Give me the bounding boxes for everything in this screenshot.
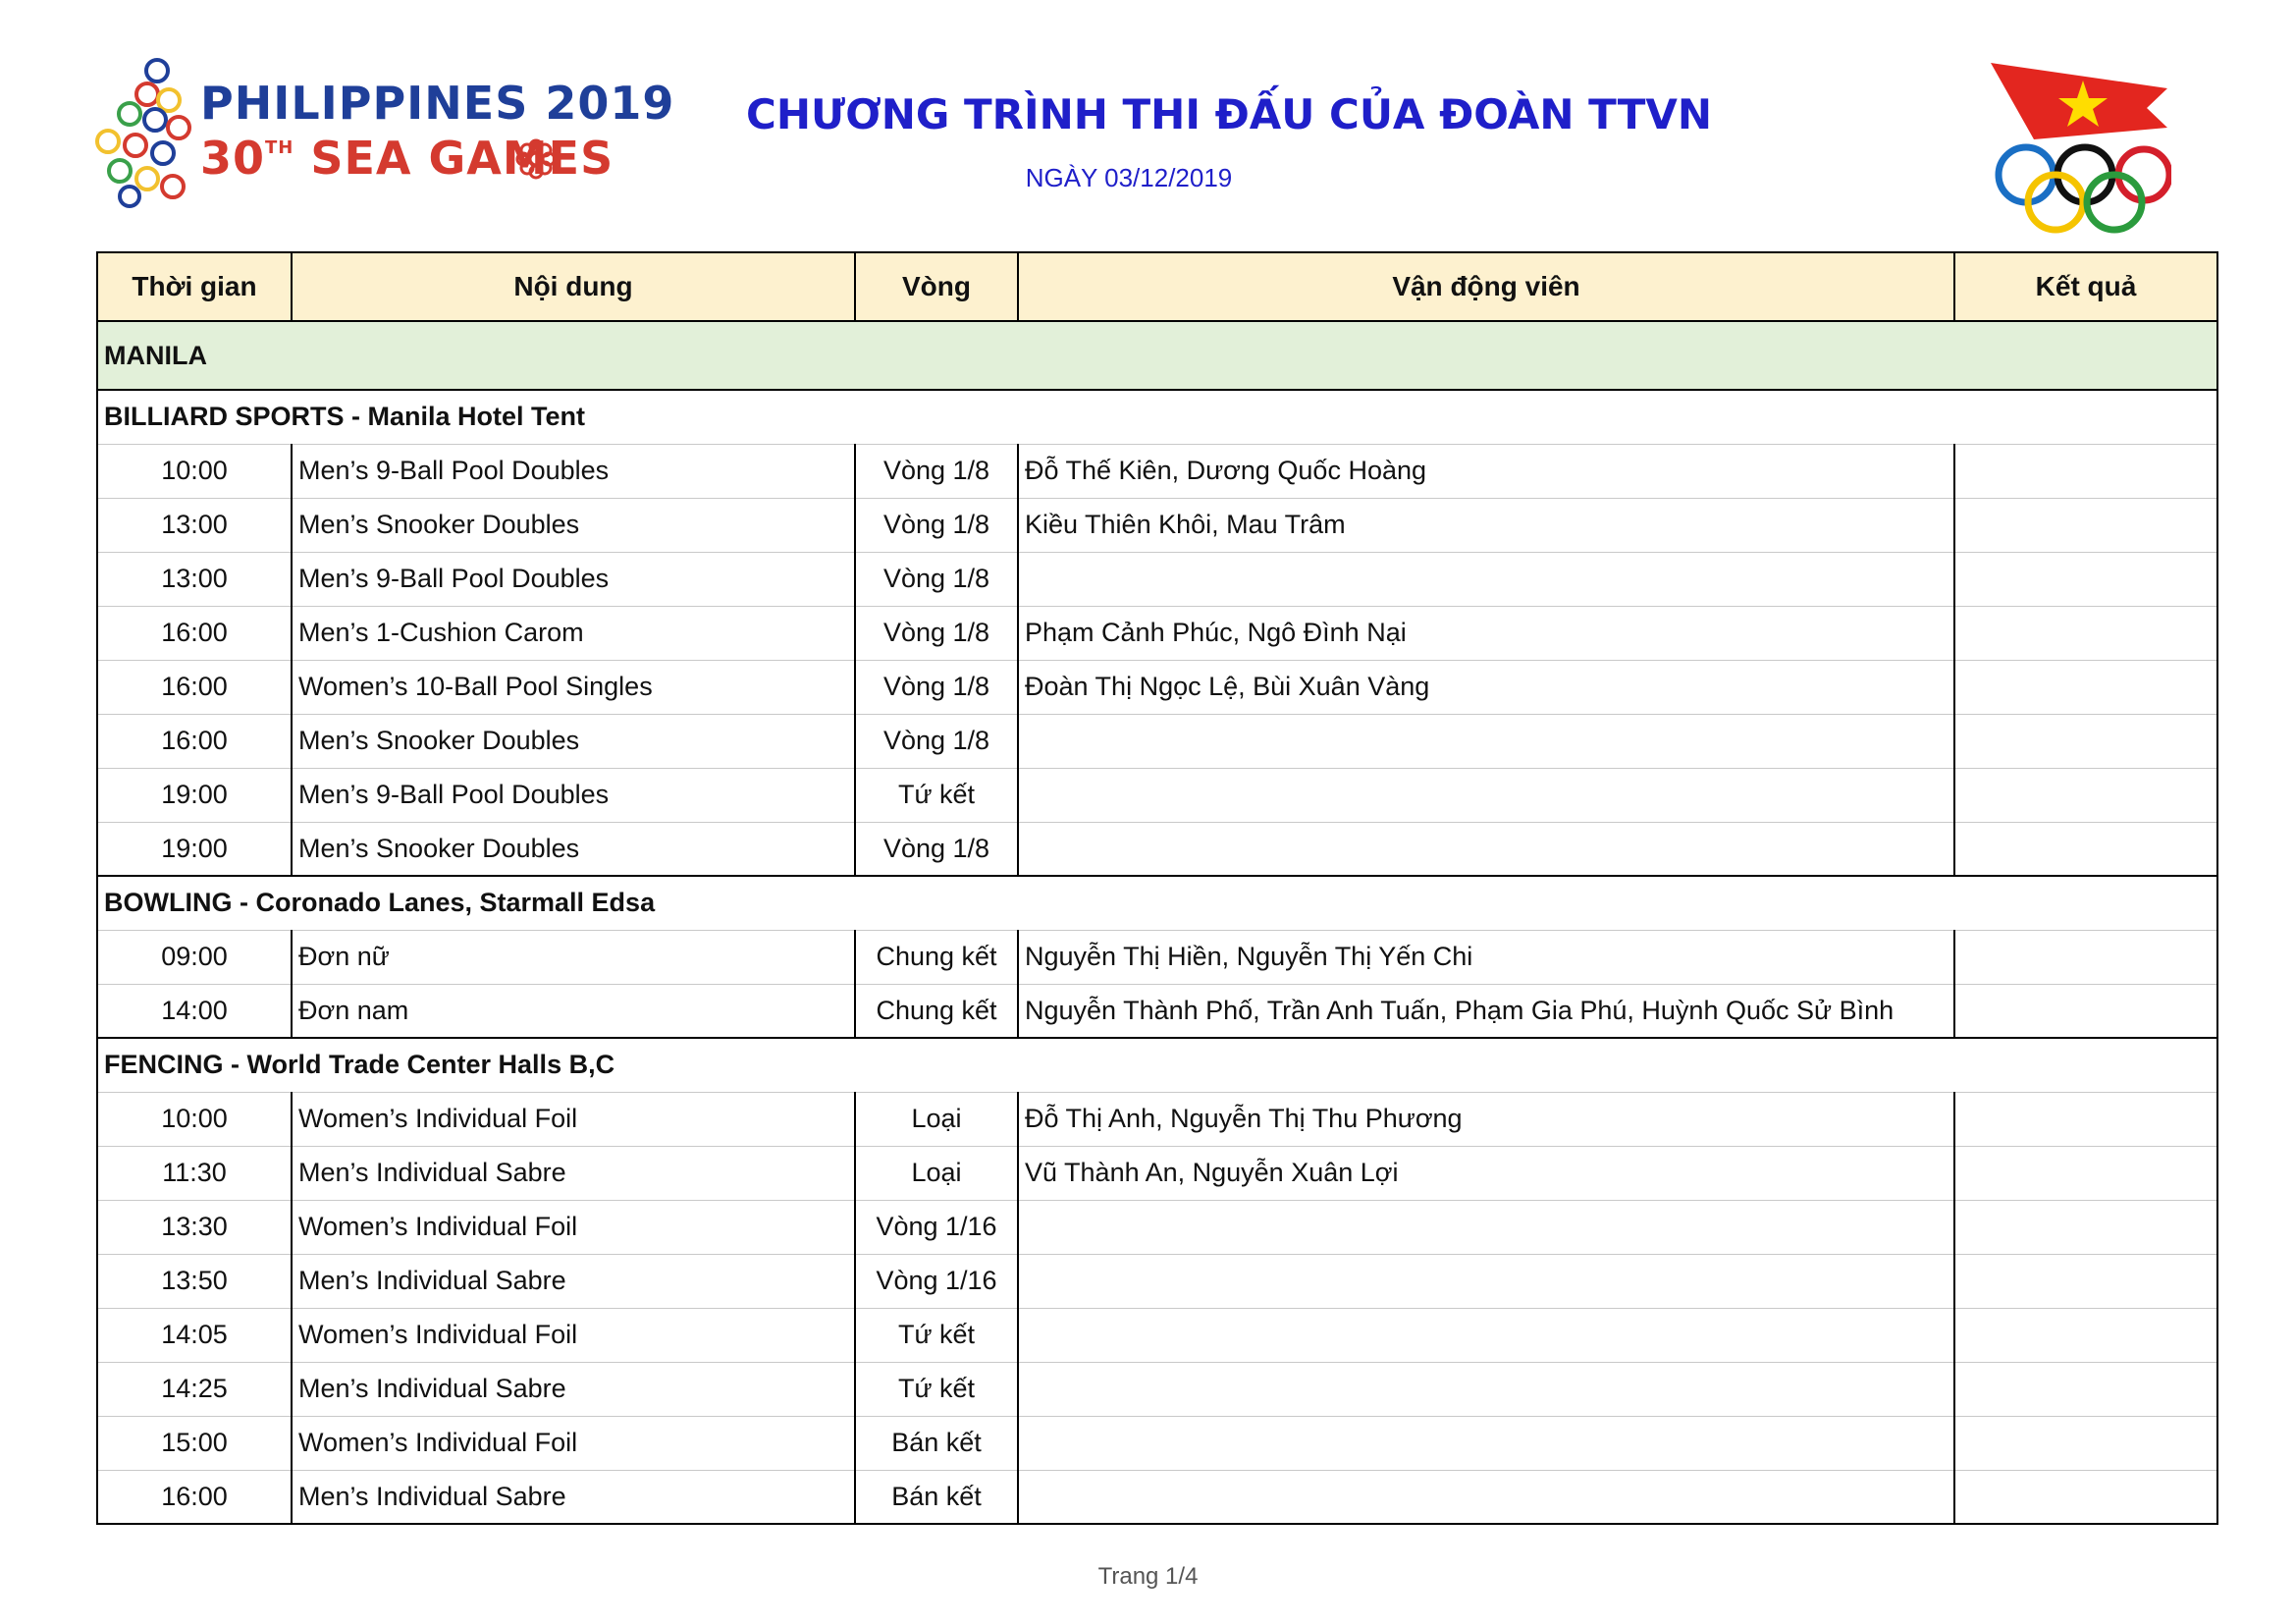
table-row xyxy=(97,660,2217,714)
cell-athletes: Đỗ Thế Kiên, Dương Quốc Hoàng xyxy=(1018,444,1954,498)
cell-round: Loại xyxy=(855,1092,1018,1146)
section-title: FENCING - World Trade Center Halls B,C xyxy=(97,1038,2217,1092)
cell-round: Tứ kết xyxy=(855,1362,1018,1416)
cell-time: 14:05 xyxy=(97,1308,292,1362)
table-row xyxy=(97,1470,2217,1524)
section-row xyxy=(97,1038,2217,1092)
cell-result xyxy=(1954,660,2217,714)
page-title: CHƯƠNG TRÌNH THI ĐẤU CỦA ĐOÀN TTVN xyxy=(746,90,1713,138)
cell-event: Women’s Individual Foil xyxy=(292,1308,855,1362)
cell-athletes xyxy=(1018,768,1954,822)
cell-result xyxy=(1954,714,2217,768)
cell-round: Vòng 1/8 xyxy=(855,660,1018,714)
table-row xyxy=(97,984,2217,1038)
venue-row xyxy=(97,321,2217,390)
cell-time: 19:00 xyxy=(97,822,292,876)
cell-round: Vòng 1/8 xyxy=(855,606,1018,660)
cell-athletes: Kiều Thiên Khôi, Mau Trâm xyxy=(1018,498,1954,552)
column-header-athletes: Vận động viên xyxy=(1018,252,1954,321)
sea-games-rings-icon xyxy=(90,57,198,214)
cell-event: Đơn nữ xyxy=(292,930,855,984)
cell-result xyxy=(1954,768,2217,822)
table-row xyxy=(97,606,2217,660)
cell-time: 16:00 xyxy=(97,1470,292,1524)
cell-time: 16:00 xyxy=(97,714,292,768)
cell-athletes: Đỗ Thị Anh, Nguyễn Thị Thu Phương xyxy=(1018,1092,1954,1146)
cell-event: Men’s Individual Sabre xyxy=(292,1470,855,1524)
table-row xyxy=(97,498,2217,552)
column-header-round: Vòng xyxy=(855,252,1018,321)
table-row xyxy=(97,768,2217,822)
table-row xyxy=(97,1200,2217,1254)
schedule-body xyxy=(97,321,2217,1524)
page-date: NGÀY 03/12/2019 xyxy=(1025,163,1233,192)
table-row xyxy=(97,822,2217,876)
cell-round: Chung kết xyxy=(855,930,1018,984)
cell-athletes xyxy=(1018,822,1954,876)
cell-result xyxy=(1954,822,2217,876)
cell-event: Men’s Individual Sabre xyxy=(292,1362,855,1416)
cell-result xyxy=(1954,1308,2217,1362)
cell-time: 19:00 xyxy=(97,768,292,822)
cell-time: 14:00 xyxy=(97,984,292,1038)
cell-time: 13:00 xyxy=(97,552,292,606)
cell-result xyxy=(1954,1416,2217,1470)
cell-athletes: Đoàn Thị Ngọc Lệ, Bùi Xuân Vàng xyxy=(1018,660,1954,714)
cell-athletes xyxy=(1018,1200,1954,1254)
column-header-result: Kết quả xyxy=(1954,252,2217,321)
cell-event: Women’s Individual Foil xyxy=(292,1200,855,1254)
table-row xyxy=(97,1416,2217,1470)
cell-time: 09:00 xyxy=(97,930,292,984)
cell-event: Men’s 9-Ball Pool Doubles xyxy=(292,444,855,498)
cell-round: Vòng 1/8 xyxy=(855,552,1018,606)
cell-result xyxy=(1954,1362,2217,1416)
cell-round: Vòng 1/8 xyxy=(855,498,1018,552)
cell-time: 10:00 xyxy=(97,1092,292,1146)
cell-time: 13:30 xyxy=(97,1200,292,1254)
cell-time: 15:00 xyxy=(97,1416,292,1470)
cell-round: Bán kết xyxy=(855,1470,1018,1524)
section-title: BILLIARD SPORTS - Manila Hotel Tent xyxy=(97,390,2217,444)
table-row xyxy=(97,1146,2217,1200)
cell-round: Vòng 1/8 xyxy=(855,444,1018,498)
cell-event: Men’s Snooker Doubles xyxy=(292,822,855,876)
cell-round: Tứ kết xyxy=(855,1308,1018,1362)
cell-result xyxy=(1954,444,2217,498)
table-row xyxy=(97,1092,2217,1146)
cell-round: Chung kết xyxy=(855,984,1018,1038)
page-number: Trang 1/4 xyxy=(1097,1563,1199,1590)
cell-result xyxy=(1954,930,2217,984)
cell-athletes: Nguyễn Thị Hiền, Nguyễn Thị Yến Chi xyxy=(1018,930,1954,984)
cell-athletes xyxy=(1018,552,1954,606)
cell-time: 16:00 xyxy=(97,606,292,660)
cell-athletes: Nguyễn Thành Phố, Trần Anh Tuấn, Phạm Gia Phú, Huỳnh Quốc Sử Bình xyxy=(1018,984,1954,1038)
cell-athletes xyxy=(1018,1308,1954,1362)
cell-time: 13:00 xyxy=(97,498,292,552)
cell-time: 16:00 xyxy=(97,660,292,714)
cell-athletes xyxy=(1018,1416,1954,1470)
cell-result xyxy=(1954,498,2217,552)
cell-event: Women’s 10-Ball Pool Singles xyxy=(292,660,855,714)
table-row xyxy=(97,930,2217,984)
table-row xyxy=(97,552,2217,606)
cell-round: Vòng 1/16 xyxy=(855,1200,1018,1254)
cell-event: Đơn nam xyxy=(292,984,855,1038)
section-row xyxy=(97,390,2217,444)
cell-result xyxy=(1954,1092,2217,1146)
cell-time: 13:50 xyxy=(97,1254,292,1308)
table-row xyxy=(97,444,2217,498)
cell-athletes xyxy=(1018,714,1954,768)
cell-round: Vòng 1/8 xyxy=(855,822,1018,876)
cell-round: Vòng 1/16 xyxy=(855,1254,1018,1308)
cell-result xyxy=(1954,606,2217,660)
cell-round: Vòng 1/8 xyxy=(855,714,1018,768)
cell-athletes: Phạm Cảnh Phúc, Ngô Đình Nại xyxy=(1018,606,1954,660)
column-header-time: Thời gian xyxy=(97,252,292,321)
cell-result xyxy=(1954,984,2217,1038)
section-title: BOWLING - Coronado Lanes, Starmall Edsa xyxy=(97,876,2217,930)
cell-athletes: Vũ Thành An, Nguyễn Xuân Lợi xyxy=(1018,1146,1954,1200)
cell-time: 11:30 xyxy=(97,1146,292,1200)
cell-round: Bán kết xyxy=(855,1416,1018,1470)
cell-event: Men’s 9-Ball Pool Doubles xyxy=(292,552,855,606)
cell-round: Loại xyxy=(855,1146,1018,1200)
schedule-table xyxy=(96,251,2218,1525)
table-row xyxy=(97,714,2217,768)
cell-result xyxy=(1954,1146,2217,1200)
cell-event: Women’s Individual Foil xyxy=(292,1416,855,1470)
venue-name: MANILA xyxy=(97,321,2217,390)
table-row xyxy=(97,1254,2217,1308)
cell-athletes xyxy=(1018,1254,1954,1308)
cell-event: Men’s 9-Ball Pool Doubles xyxy=(292,768,855,822)
table-header-row xyxy=(97,252,2217,321)
cell-event: Women’s Individual Foil xyxy=(292,1092,855,1146)
cell-athletes xyxy=(1018,1470,1954,1524)
table-row xyxy=(97,1308,2217,1362)
sea-games-name-line1: PHILIPPINES 2019 xyxy=(200,77,675,130)
cell-event: Men’s Individual Sabre xyxy=(292,1146,855,1200)
cell-result xyxy=(1954,552,2217,606)
cell-result xyxy=(1954,1200,2217,1254)
sea-games-logo xyxy=(90,57,675,214)
cell-time: 14:25 xyxy=(97,1362,292,1416)
cell-event: Men’s 1-Cushion Carom xyxy=(292,606,855,660)
cell-result xyxy=(1954,1254,2217,1308)
sea-games-name-line2: 30TH SEA GAMES xyxy=(200,132,614,185)
cell-round: Tứ kết xyxy=(855,768,1018,822)
column-header-event: Nội dung xyxy=(292,252,855,321)
cell-result xyxy=(1954,1470,2217,1524)
vietnam-olympic-logo-icon xyxy=(1975,59,2171,236)
cell-time: 10:00 xyxy=(97,444,292,498)
table-row xyxy=(97,1362,2217,1416)
cell-event: Men’s Snooker Doubles xyxy=(292,498,855,552)
cell-event: Men’s Snooker Doubles xyxy=(292,714,855,768)
sea-games-flower-icon xyxy=(514,137,558,181)
cell-athletes xyxy=(1018,1362,1954,1416)
section-row xyxy=(97,876,2217,930)
cell-event: Men’s Individual Sabre xyxy=(292,1254,855,1308)
